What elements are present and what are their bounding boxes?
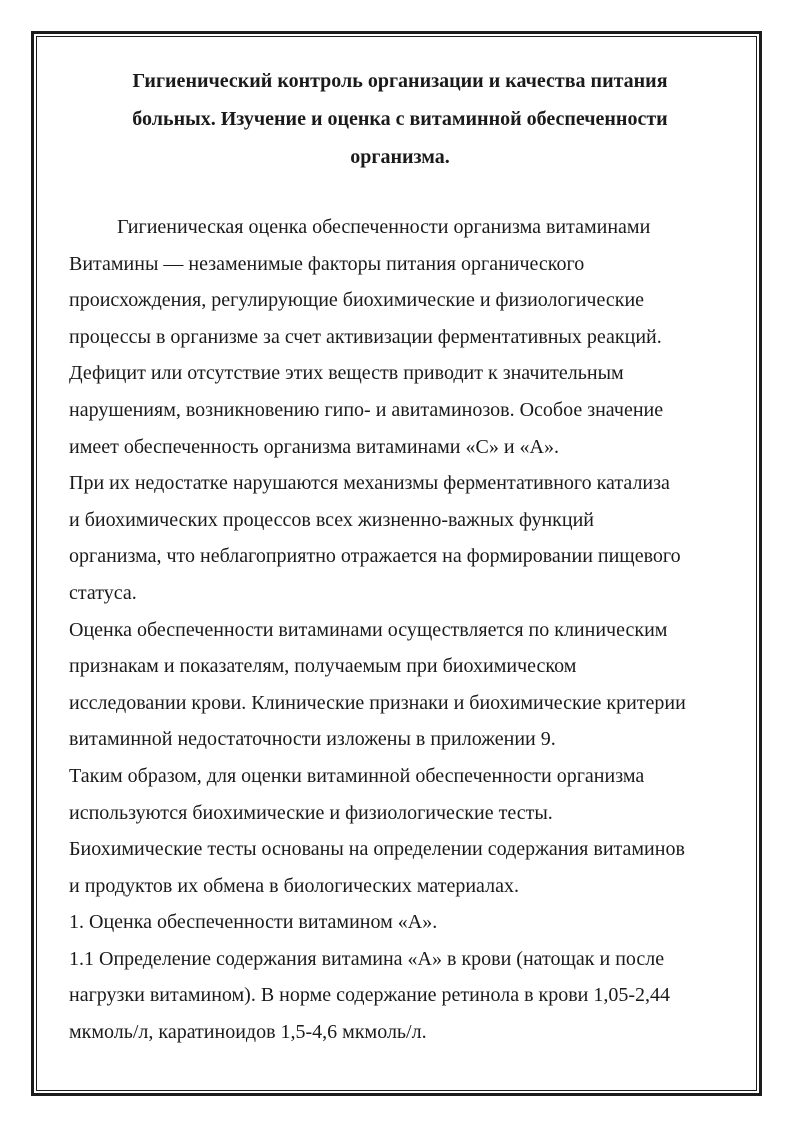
body-line: признакам и показателям, получаемым при биохимическом	[69, 655, 577, 678]
list-item-heading: 1. Оценка обеспеченности витамином «А».	[69, 911, 438, 934]
title-line: организма.	[350, 146, 450, 168]
body-line: нарушениям, возникновению гипо- и авитаминозов. Особое значение	[69, 398, 664, 421]
document-body	[69, 209, 739, 1051]
document-title	[60, 62, 740, 176]
body-line: витаминной недостаточности изложены в приложении 9.	[69, 728, 556, 751]
body-line: Оценка обеспеченности витаминами осуществляется по клиническим	[69, 618, 668, 641]
body-line: Биохимические тесты основаны на определении содержания витаминов	[69, 838, 685, 861]
body-line: Таким образом, для оценки витаминной обеспеченности организма	[69, 764, 645, 787]
body-line: организма, что неблагоприятно отражается на формировании пищевого	[69, 545, 681, 568]
body-line: 1.1 Определение содержания витамина «А» в крови (натощак и после	[69, 947, 665, 970]
body-line: процессы в организме за счет активизации ферментативных реакций.	[69, 325, 662, 348]
body-line: мкмоль/л, каратиноидов 1,5-4,6 мкмоль/л.	[69, 1021, 427, 1044]
body-line: используются биохимические и физиологические тесты.	[69, 801, 553, 824]
body-line: нагрузки витамином). В норме содержание ретинола в крови 1,05-2,44	[69, 984, 671, 1007]
body-line: Витамины — незаменимые факторы питания органического	[69, 252, 585, 275]
body-line: исследовании крови. Клинические признаки и биохимические критерии	[69, 691, 686, 714]
body-line: При их недостатке нарушаются механизмы ферментативного катализа	[69, 472, 670, 495]
title-line: больных. Изучение и оценка с витаминной обеспеченности	[132, 108, 668, 130]
title-line: Гигиенический контроль организации и качества питания	[132, 70, 668, 92]
body-line: имеет обеспеченность организма витаминами «С» и «А».	[69, 435, 559, 458]
body-line: статуса.	[69, 581, 137, 604]
body-line: Дефицит или отсутствие этих веществ приводит к значительным	[69, 362, 624, 385]
section-heading: Гигиеническая оценка обеспеченности организма витаминами	[117, 216, 651, 238]
body-line: и продуктов их обмена в биологических материалах.	[69, 874, 519, 897]
body-line: и биохимических процессов всех жизненно-важных функций	[69, 508, 594, 531]
body-line: происхождения, регулирующие биохимические и физиологические	[69, 289, 645, 312]
